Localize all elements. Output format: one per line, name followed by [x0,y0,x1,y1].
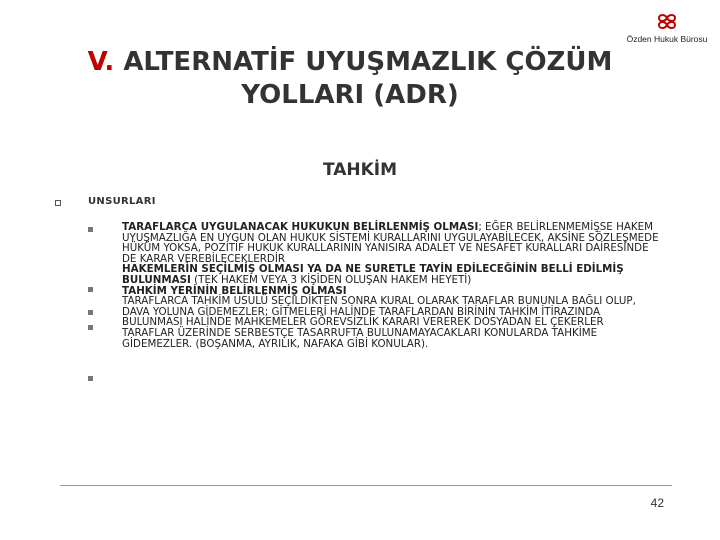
list-item [122,328,662,349]
slide-subtitle: TAHKİM [322,160,398,180]
title-line-1: ALTERNATİF UYUŞMAZLIK ÇÖZÜM [123,47,613,77]
item-text: TARAFLARCA TAHKİM USULÜ SEÇİLDİKTEN SONRA KURAL OLARAK TARAFLAR BUNUNLA BAĞLI OLUP, DAVA YOLUNA GİDEMEZLER; GİTMELERİ HALİNDE TARAFLARDAN BİRİNİN TAHKİM İTİRAZINDA BULUNMASI HALİNDE MAHKEMELER GÖREVSİZLİK KARARI VEREREK DOSYADAN EL ÇEKERLER [122,295,636,329]
list-item [122,296,662,328]
item-bold-text: HAKEMLERİN SEÇİLMİŞ OLMASI YA DA NE SURETLE TAYİN EDİLECEĞİNİN BELLİ EDİLMİŞ BULUNMASI [122,263,624,286]
square-bullet-icon [88,227,93,232]
hollow-square-bullet-icon [55,200,61,206]
slide-title [40,46,660,112]
item-text: TARAFLAR ÜZERİNDE SERBESTÇE TASARRUFTA BULUNAMAYACAKLARI KONULARDA TAHKİME GİDEMEZLER. (BOŞANMA, AYRILIK, NAFAKA GİBİ KONULAR). [122,326,598,350]
square-bullet-icon [88,287,93,292]
item-text: ; EĞER BELİRLENMEMİŞSE HAKEM UYUŞMAZLIĞA EN UYGUN OLAN HUKUK SİSTEMİ KURALLARINI UYGULAYABİLECEK, AKSİNE SÖZLEŞMEDE HÜKÜM YOKSA, POZİTİF HUKUK KURALLARININ YANISIRA ADALET VE NESAFET KURALLARI DAİRESİNDE DE KARAR VEREBİLECEKLERDİR [122,221,659,265]
square-bullet-icon [88,325,93,330]
footer-divider [60,485,672,486]
square-bullet-icon [88,376,93,381]
section-label: UNSURLARI [88,196,156,207]
bullet-list [122,222,662,349]
list-item [122,264,662,285]
page-number: 42 [650,496,664,510]
logo-text: Özden Hukuk Bürosu [626,34,708,44]
logo-mark-icon [656,12,678,32]
title-line-2: YOLLARI (ADR) [241,80,459,110]
item-bold-text: TARAFLARCA UYGULANACAK HUKUKUN BELİRLENMİŞ OLMASI [122,221,479,233]
square-bullet-icon [88,310,93,315]
item-text: (TEK HAKEM VEYA 3 KİŞİDEN OLUŞAN HAKEM HEYETİ) [190,273,472,286]
item-bold-text: TAHKİM YERİNİN BELİRLENMİŞ OLMASI [122,284,347,297]
list-item [122,222,662,264]
firm-logo [614,10,720,46]
title-number: V. [87,47,115,77]
